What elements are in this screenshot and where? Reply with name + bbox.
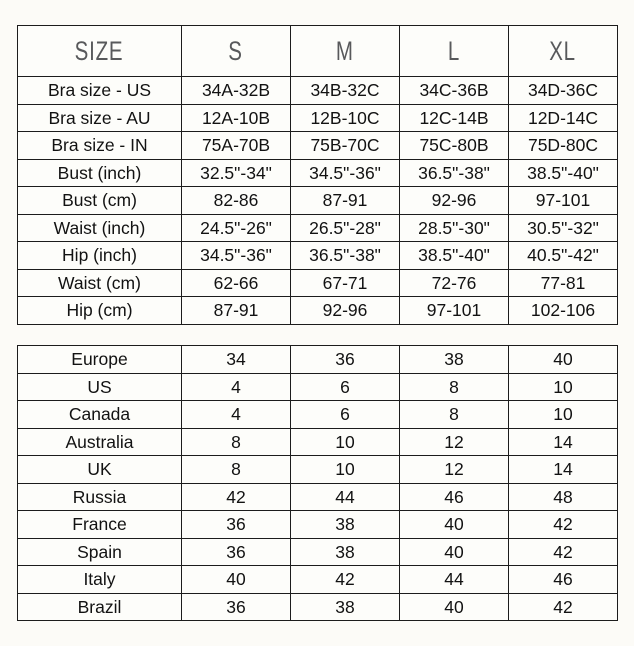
row-label: France <box>18 511 182 539</box>
value-cell: 34D-36C <box>509 77 618 105</box>
value-cell: 34.5"-36" <box>291 159 400 187</box>
value-cell: 102-106 <box>509 297 618 325</box>
size-table-body <box>18 77 618 325</box>
row-label: Bust (inch) <box>18 159 182 187</box>
row-label: Bra size - US <box>18 77 182 105</box>
value-cell: 6 <box>291 401 400 429</box>
value-cell: 36.5"-38" <box>400 159 509 187</box>
value-cell: 8 <box>400 401 509 429</box>
value-cell: 36 <box>182 538 291 566</box>
value-cell: 38 <box>291 511 400 539</box>
value-cell: 72-76 <box>400 269 509 297</box>
row-label: Russia <box>18 483 182 511</box>
row-label: Hip (inch) <box>18 242 182 270</box>
size-measurement-table <box>17 25 618 325</box>
header-label: L <box>447 35 461 66</box>
value-cell: 14 <box>509 456 618 484</box>
table-row <box>18 104 618 132</box>
table-row <box>18 159 618 187</box>
value-cell: 12C-14B <box>400 104 509 132</box>
value-cell: 92-96 <box>400 187 509 215</box>
value-cell: 4 <box>182 401 291 429</box>
value-cell: 34.5"-36" <box>182 242 291 270</box>
value-cell: 40.5"-42" <box>509 242 618 270</box>
row-label: Bust (cm) <box>18 187 182 215</box>
table-row <box>18 297 618 325</box>
row-label: Brazil <box>18 593 182 621</box>
value-cell: 42 <box>509 538 618 566</box>
value-cell: 10 <box>509 373 618 401</box>
value-cell: 32.5"-34" <box>182 159 291 187</box>
value-cell: 12 <box>400 456 509 484</box>
value-cell: 12B-10C <box>291 104 400 132</box>
value-cell: 12D-14C <box>509 104 618 132</box>
value-cell: 38 <box>291 593 400 621</box>
row-label: Italy <box>18 566 182 594</box>
value-cell: 87-91 <box>291 187 400 215</box>
table-row <box>18 269 618 297</box>
table-row <box>18 456 618 484</box>
value-cell: 44 <box>400 566 509 594</box>
value-cell: 26.5"-28" <box>291 214 400 242</box>
value-cell: 8 <box>182 456 291 484</box>
row-label: Australia <box>18 428 182 456</box>
header-label: SIZE <box>75 35 124 66</box>
value-cell: 48 <box>509 483 618 511</box>
value-cell: 87-91 <box>182 297 291 325</box>
value-cell: 40 <box>400 593 509 621</box>
row-label: Spain <box>18 538 182 566</box>
table-row <box>18 214 618 242</box>
value-cell: 38.5"-40" <box>400 242 509 270</box>
value-cell: 34C-36B <box>400 77 509 105</box>
value-cell: 40 <box>400 511 509 539</box>
header-cell-size <box>18 26 182 77</box>
value-cell: 46 <box>400 483 509 511</box>
value-cell: 67-71 <box>291 269 400 297</box>
table-row <box>18 373 618 401</box>
table-row <box>18 566 618 594</box>
country-table-body <box>18 346 618 621</box>
value-cell: 12A-10B <box>182 104 291 132</box>
value-cell: 10 <box>291 428 400 456</box>
table-row <box>18 187 618 215</box>
row-label: Bra size - IN <box>18 132 182 160</box>
value-cell: 75C-80B <box>400 132 509 160</box>
value-cell: 44 <box>291 483 400 511</box>
value-cell: 36 <box>291 346 400 374</box>
value-cell: 12 <box>400 428 509 456</box>
header-label: S <box>228 35 244 66</box>
value-cell: 97-101 <box>400 297 509 325</box>
value-cell: 40 <box>400 538 509 566</box>
value-cell: 6 <box>291 373 400 401</box>
header-label: XL <box>549 35 577 66</box>
value-cell: 42 <box>509 593 618 621</box>
table-row <box>18 77 618 105</box>
table-row <box>18 511 618 539</box>
value-cell: 14 <box>509 428 618 456</box>
value-cell: 40 <box>182 566 291 594</box>
value-cell: 46 <box>509 566 618 594</box>
value-cell: 75B-70C <box>291 132 400 160</box>
row-label: Hip (cm) <box>18 297 182 325</box>
value-cell: 62-66 <box>182 269 291 297</box>
value-cell: 36 <box>182 511 291 539</box>
value-cell: 10 <box>509 401 618 429</box>
table-row <box>18 483 618 511</box>
value-cell: 34 <box>182 346 291 374</box>
value-cell: 30.5"-32" <box>509 214 618 242</box>
table-row <box>18 428 618 456</box>
value-cell: 42 <box>291 566 400 594</box>
table-row <box>18 401 618 429</box>
value-cell: 92-96 <box>291 297 400 325</box>
value-cell: 10 <box>291 456 400 484</box>
row-label: Canada <box>18 401 182 429</box>
table-row <box>18 346 618 374</box>
table-row <box>18 242 618 270</box>
table-row <box>18 132 618 160</box>
row-label: Waist (inch) <box>18 214 182 242</box>
value-cell: 8 <box>182 428 291 456</box>
row-label: Waist (cm) <box>18 269 182 297</box>
value-cell: 8 <box>400 373 509 401</box>
value-cell: 75D-80C <box>509 132 618 160</box>
header-cell-s <box>182 26 291 77</box>
row-label: Europe <box>18 346 182 374</box>
value-cell: 97-101 <box>509 187 618 215</box>
value-cell: 38 <box>291 538 400 566</box>
value-cell: 34B-32C <box>291 77 400 105</box>
value-cell: 38 <box>400 346 509 374</box>
value-cell: 38.5"-40" <box>509 159 618 187</box>
value-cell: 40 <box>509 346 618 374</box>
value-cell: 28.5"-30" <box>400 214 509 242</box>
row-label: UK <box>18 456 182 484</box>
header-cell-m <box>291 26 400 77</box>
value-cell: 42 <box>182 483 291 511</box>
country-size-conversion-table <box>17 345 618 621</box>
table-row <box>18 593 618 621</box>
value-cell: 36.5"-38" <box>291 242 400 270</box>
value-cell: 77-81 <box>509 269 618 297</box>
value-cell: 24.5"-26" <box>182 214 291 242</box>
value-cell: 36 <box>182 593 291 621</box>
header-label: M <box>336 35 354 66</box>
header-cell-xl <box>509 26 618 77</box>
value-cell: 4 <box>182 373 291 401</box>
row-label: Bra size - AU <box>18 104 182 132</box>
value-cell: 42 <box>509 511 618 539</box>
size-header-row <box>18 26 618 77</box>
value-cell: 75A-70B <box>182 132 291 160</box>
table-row <box>18 538 618 566</box>
value-cell: 34A-32B <box>182 77 291 105</box>
row-label: US <box>18 373 182 401</box>
header-cell-l <box>400 26 509 77</box>
value-cell: 82-86 <box>182 187 291 215</box>
